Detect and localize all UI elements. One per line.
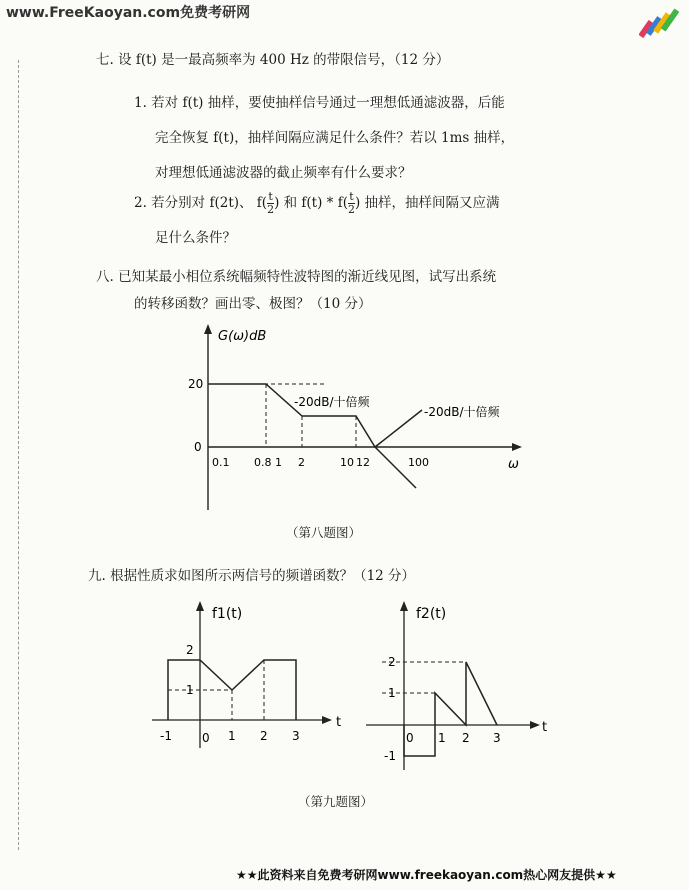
f1-y-tick-2: 2 (186, 643, 194, 657)
x-tick-0.8: 0.8 (254, 456, 272, 469)
f1-x-arrow-icon (322, 716, 332, 724)
y-tick-0: 0 (194, 440, 202, 454)
f1-x-tick-1: 1 (228, 729, 236, 743)
f1-x-label: t (336, 715, 342, 730)
f2-x-tick-2: 2 (462, 731, 470, 745)
slope-annotation-2: -20dB/十倍频 (424, 405, 500, 419)
f2-y-arrow-icon (400, 601, 408, 611)
slope-annotation-1: -20dB/十倍频 (294, 395, 370, 409)
y-tick-20: 20 (188, 377, 204, 391)
binding-margin-line (18, 60, 19, 850)
q9-line1: 九. 根据性质求如图所示两信号的频谱函数？（12 分） (88, 568, 416, 584)
f2-y-tick-neg1: -1 (384, 749, 396, 763)
f1-x-tick-2: 2 (260, 729, 268, 743)
x-tick-0.1: 0.1 (212, 456, 230, 469)
f2-x-tick-3: 3 (493, 731, 501, 745)
f2-waveform (404, 662, 497, 756)
fraction-t-over-2: $\frac{t}{2}$ (347, 190, 355, 216)
q7-sub2-pre: 2. 若分别对 f(2t)、 f( (134, 195, 268, 211)
q7-sub1-line2: 完全恢复 f(t)，抽样间隔应满足什么条件？若以 1ms 抽样， (155, 130, 515, 146)
f1-x-tick-0: 0 (202, 731, 210, 745)
f2-x-tick-0: 0 (406, 731, 414, 745)
q9-caption: （第九题图） (298, 794, 374, 809)
f1-x-tick-neg1: -1 (160, 729, 172, 743)
fraction-t-over-2: $\frac{t}{2}$ (267, 190, 275, 216)
footer-banner: ★★此资料来自免费考研网www.freekaoyan.com热心网友提供★★ (236, 868, 617, 882)
f1-y-tick-1: 1 (186, 683, 194, 697)
q8-caption: （第八题图） (286, 525, 362, 540)
q7-sub2-line1 (134, 189, 500, 217)
q8-line2: 的转移函数？画出零、极图？（10 分） (134, 296, 372, 312)
x-tick-12: 12 (356, 456, 370, 469)
x-tick-100: 100 (408, 456, 429, 469)
f2-y-tick-1: 1 (388, 686, 396, 700)
f2-x-label: t (542, 720, 548, 735)
bode-y-arrow-icon (204, 324, 212, 334)
site-header-text: www.FreeKaoyan.com免费考研网 (6, 5, 251, 21)
q7-stem: 七. 设 f(t) 是一最高频率为 400 Hz 的带限信号，（12 分） (96, 52, 450, 68)
f1-x-tick-3: 3 (292, 729, 300, 743)
x-tick-1: 1 (275, 456, 282, 469)
bode-slope-pointer (375, 410, 422, 447)
q7-sub1-line1: 1. 若对 f(t) 抽样，要使抽样信号通过一理想低通滤波器，后能 (134, 95, 505, 111)
q7-sub1-line3: 对理想低通滤波器的截止频率有什么要求？ (155, 165, 412, 181)
x-tick-2: 2 (298, 456, 305, 469)
f2-y-label: f2(t) (416, 606, 447, 622)
q7-sub2-mid: ) 和 f(t) * f( (274, 195, 348, 211)
q7-sub2-line2: 足什么条件？ (155, 230, 236, 246)
f1-y-arrow-icon (196, 601, 204, 611)
f1-plot (148, 598, 358, 758)
f2-plot (358, 598, 558, 778)
q7-sub2-post: ) 抽样，抽样间隔又应满 (354, 195, 500, 211)
x-tick-10: 10 (340, 456, 354, 469)
q8-line1: 八. 已知某最小相位系统幅频特性波特图的渐近线见图，试写出系统 (96, 269, 497, 285)
f2-y-tick-2: 2 (388, 655, 396, 669)
f1-y-label: f1(t) (212, 606, 243, 622)
bode-plot (180, 320, 540, 520)
f2-x-arrow-icon (530, 721, 540, 729)
f2-x-tick-1: 1 (438, 731, 446, 745)
bode-y-label: G(ω)dB (218, 329, 267, 344)
bode-x-arrow-icon (512, 443, 522, 451)
site-logo-icon (639, 4, 683, 40)
bode-x-label: ω (508, 457, 519, 472)
